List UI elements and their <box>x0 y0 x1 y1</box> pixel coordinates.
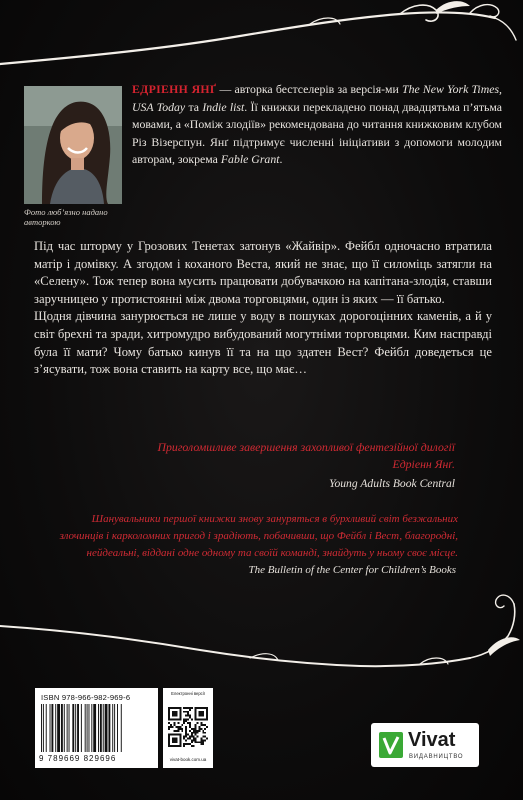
synopsis-paragraph: Під час шторму у Грозових Тенетах затонув «Жайвір». Фейбл одночасно втратила матір і домівку. А згодом і коханого Веста, який не знає, що її силоміць затягли на «Селену». Тож тепер вона мусить працювати добувачкою на капітана-злодія, ставши заручницею у протистоянні між двома торговцями, один із яких — її батько. <box>34 239 492 306</box>
barcode-bars <box>41 704 151 752</box>
bio-fable-grant: Fable Grant <box>220 152 280 166</box>
isbn-label: ISBN 978-966-982-969-6 <box>41 693 131 702</box>
bio-source-nyt: The New York Times, USA Today <box>132 82 502 114</box>
bio-source-indie: Indie list <box>202 99 245 114</box>
qr-code <box>168 707 208 747</box>
book-synopsis <box>34 238 492 379</box>
review-quote: Приголомшливе завершення захопливої фентезійної дилогії Едріенн Янґ. <box>157 440 455 471</box>
qr-panel <box>163 688 213 768</box>
vivat-leaf-icon <box>379 732 403 758</box>
author-bio <box>132 81 502 169</box>
author-portrait-image <box>24 86 122 204</box>
bottom-flourish-ornament <box>0 560 523 670</box>
bio-text-3: . Її книжки перекладено понад двадцятьма п’ятьма мовами, а «Поміж злодіїв» рекомендована до читання книжковим клубом Різ Візерспун. Янґ підтримує численні ініціативи з допомоги молодим авторам, зокрема <box>132 99 502 166</box>
publisher-subtitle: ВИДАВНИЦТВО <box>409 754 464 760</box>
top-flourish-ornament <box>0 0 523 70</box>
review-source: The Bulletin of the Center for Children’s Books <box>248 564 456 576</box>
publisher-logo <box>371 723 479 767</box>
synopsis-paragraph: Щодня дівчина занурюється не лише у воду в пошуках дорогоцінних каменів, а й у світ брехні та зради, хитромудро вибудований могутніми торговцями. Ким насправді була її мати? Чому батько кинув її та на що здатен Вест? Фейбл доведеться це з’ясувати, тож вона ставить на карту все, що має… <box>34 309 492 377</box>
ean-number: 9 789669 829696 <box>39 754 117 763</box>
author-photo <box>24 86 122 204</box>
photo-credit: Фото люб’язно надано авторкою <box>24 207 108 227</box>
review-quote: Шанувальники першої книжки знову зануряться в бурхливий світ безжальних злочинців і карколомних пригод і зрадіють, побачивши, що Фейбл і Вест, благородні, нейдеальні, віддані одне одному та своїй команді, знайдуть у ньому своє місце. <box>59 513 458 559</box>
bio-text-4: . <box>279 152 283 166</box>
qr-url: vivat-book.com.ua <box>169 757 207 762</box>
bio-text-2: та <box>185 99 203 114</box>
bio-text-1: — авторка бестселерів за версія-ми <box>216 82 403 96</box>
barcode-panel <box>35 688 158 768</box>
qr-label: Електронні версії <box>171 691 205 696</box>
review-source: Young Adults Book Central <box>329 477 455 490</box>
publisher-name: Vivat <box>408 729 456 751</box>
author-name: ЕДРІЕНН ЯНҐ <box>132 82 217 96</box>
